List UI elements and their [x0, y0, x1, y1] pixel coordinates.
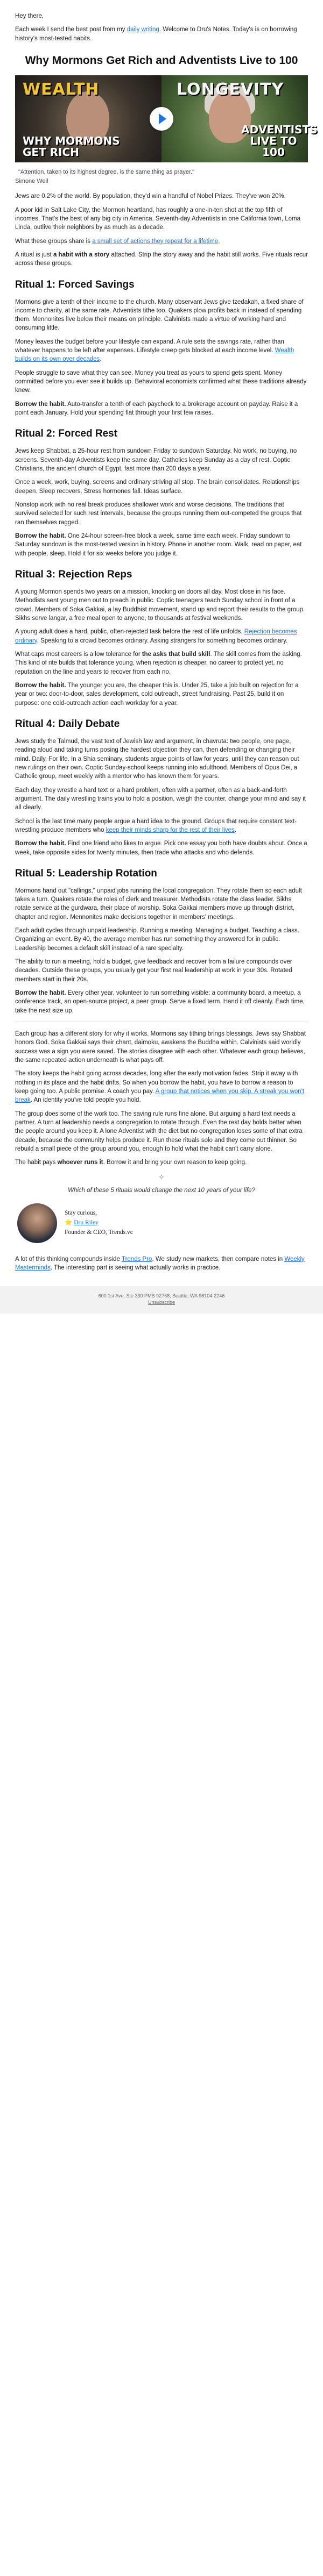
paragraph — [15, 1069, 308, 1104]
section-heading: Ritual 3: Rejection Reps — [15, 569, 132, 581]
thumbnail-caption-right: ADVENTISTS LIVE TO 100 — [241, 123, 318, 159]
rejection-ordinary-link[interactable]: Rejection becomes ordinary — [15, 629, 297, 644]
thumbnail-caption-left: WHY MORMONS GET RICH — [23, 134, 120, 159]
text: attached. Strip the story away and the habit still works. Five rituals recur across these groups. — [15, 251, 308, 267]
habit-label: Borrow the habit. — [15, 533, 66, 540]
text: . Speaking to a crowd becomes ordinary. Asking strangers for something becomes ordinary. — [37, 637, 288, 644]
email-body — [0, 0, 323, 1283]
paragraph: Nonstop work with no real break produces shallower work and worse decisions. The traditions that survived selected for such rest intervals, because the groups running them out-competed the groups that ran themselves ragged. — [15, 502, 302, 526]
closing-question: Which of these 5 rituals would change the next 10 years of your life? — [68, 1187, 255, 1194]
habit-label: Borrow the habit. — [15, 990, 66, 997]
text: . — [234, 826, 237, 833]
text: The story keeps the habit going across decades, long after the early motivation fades. Strip it away with nothing in its place and the habit drifts. So when you borrow the habit, you have to borrow a reason to keep going too. A public promise. A coach you pay. — [15, 1071, 298, 1095]
section-heading: Ritual 1: Forced Savings — [15, 279, 135, 290]
paragraph: People struggle to save what they can see. Money you treat as yours to spend gets spent. Money committed before you ever see it builds up. Behavioral economists confirmed what these traditions already knew. — [15, 369, 307, 394]
paragraph: Each adult cycles through unpaid leadership. Running a meeting. Managing a budget. Teaching a class. Organizing an event. By 40, the average member has run something they answered for in public. Leadership becomes a default skill instead of a rare specialty. — [15, 927, 299, 952]
bold-text: the asks that build skill — [142, 651, 210, 658]
text: The habit pays — [15, 1159, 58, 1166]
text: A lot of this thinking compounds inside — [15, 1255, 122, 1262]
epigraph — [15, 168, 308, 185]
weekly-masterminds-link[interactable]: Weekly Masterminds — [15, 1255, 305, 1272]
habit-text: One 24-hour screen-free block a week, same time each week. Friday sundown to Saturday sundown is the most-tested version in history. Phone in another room. Walk, read on paper, eat with people, sleep. Hold it for six weeks before you judge it. — [15, 533, 302, 557]
quote-author: Simone Weil — [15, 177, 48, 184]
habit-text: Every other year, volunteer to run something visible: a community board, a meetup, a conference track, an open-source project, a peer group. Serve a fixed term. Hand it off cleanly. Each time, take the next size up. — [15, 990, 305, 1014]
paragraph: A young Mormon spends two years on a mission, knocking on doors all day. Most close in his face. Methodists sent young men out to preach in public. Coptic teenagers teach Sunday school in front of a crowd. Members of Soka Gakkai, a lay Buddhist movement, stand up and report their results to the group. Sikhs serve langar, a free meal open to anyone, to thousands at festival weekends. — [15, 588, 305, 622]
intro-text: Each week I send the best post from my — [15, 26, 127, 33]
paragraph: Jews study the Talmud, the vast text of Jewish law and argument, in chavruta: two people, one page, reading aloud and taking turns posing the hardest objection they can, then defending or changing their mind. Daily. For life. In a Shia seminary, students argue points of law for years, until they can reason out new rulings on their own. Coptic Sunday-school keeps running into adulthood. Members of Opus Dei, a Catholic group, meet weekly with a mentor who has known them for years. — [15, 738, 299, 780]
section-heading: Ritual 2: Forced Rest — [15, 428, 118, 440]
habit-paragraph — [15, 681, 308, 708]
star-icon: ⭐ — [65, 1219, 74, 1226]
text: . The skill comes from the asking. This kind of rite builds that tolerance young, when rejection is cheaper, no career to protect yet, no reputation on the line and years to recover from each no. — [15, 651, 302, 675]
ps-paragraph — [15, 1255, 308, 1273]
paragraph — [15, 817, 308, 835]
unsubscribe-link[interactable]: Unsubscribe — [148, 1300, 175, 1305]
avatar — [17, 1203, 57, 1243]
text: School is the last time many people argue a hard idea to the ground. Groups that require constant text-wrestling produce members who — [15, 818, 297, 833]
habit-paragraph — [15, 400, 308, 418]
minds-sharp-link[interactable]: keep their minds sharp for the rest of their lives — [106, 826, 235, 833]
text: . — [218, 238, 220, 245]
bold-text: whoever runs it — [57, 1159, 103, 1166]
author-role: Founder & CEO, Trends.vc — [65, 1229, 133, 1236]
paragraph — [15, 251, 308, 268]
text: What caps most careers is a low tolerance for — [15, 651, 142, 658]
email-footer — [0, 1286, 323, 1314]
footer-address: 600 1st Ave, Ste 330 PMB 92768, Seattle, WA 98104-2246 — [98, 1293, 225, 1298]
habit-label: Borrow the habit. — [15, 401, 66, 408]
paragraph: Once a week, work, buying, screens and ordinary striving all stop. The brain consolidates. Relationships deepen. Sleep recovers. Stress hormones fall. Ideas surface. — [15, 479, 300, 495]
paragraph: Jews keep Shabbat, a 25-hour rest from sundown Friday to sundown Saturday. No work, no buying, no screens. Seventh-day Adventists keep the same day. Catholics keep Sunday as a day of rest. Coptic Christians, the ancient church of Egypt, fast more than 200 days a year. — [15, 448, 297, 473]
text: . — [100, 356, 102, 363]
paragraph: The ability to run a meeting, hold a budget, give feedback and recover from a failure compounds over decades. Outside these groups, you usually get your first real leadership at work in your 30s. Rotated members start in their 20s. — [15, 959, 292, 983]
text: What these groups share is — [15, 238, 93, 245]
habit-text: Find one friend who likes to argue. Pick one essay you both have doubts about. Once a week, take opposite sides for twenty minutes, then trade who attacks and who defends. — [15, 840, 307, 856]
longevity-banner: LONGEVITY — [177, 80, 284, 99]
daily-writing-link[interactable]: daily writing — [127, 26, 159, 33]
text: . Borrow it and bring your own reason to keep going. — [103, 1159, 247, 1166]
paragraph: Jews are 0.2% of the world. By population, they'd win a handful of Nobel Prizes. They've won 20%. — [15, 193, 286, 200]
section-heading: Ritual 4: Daily Debate — [15, 718, 120, 730]
article-title: Why Mormons Get Rich and Adventists Live to 100 — [25, 54, 298, 67]
quote-text: "Attention, taken to its highest degree, is the same thing as prayer." — [18, 169, 194, 176]
paragraph: Mormons hand out "callings," unpaid jobs running the local congregation. They rotate them so each adult takes a turn. Quakers rotate the roles of clerk and treasurer. Methodists rotate the class leader. Sikhs rotate service at the gurdwara, their place of worship. Soka Gakkai members move up through district, chapter and region. Mennonites make decisions together in members' meetings. — [15, 887, 302, 920]
paragraph — [15, 338, 308, 364]
small-set-of-actions-link[interactable]: a small set of actions they repeat for a lifetime — [92, 238, 219, 245]
paragraph: The group does some of the work too. The saving rule runs fine alone. But arguing a hard text needs a partner. A turn at leadership needs a congregation to rotate through. Even the rest day holds better when the people around you keep it. A lone Adventist with the diet but no congregation loses some of that extra decade, because the community helps produce it. Run these rituals solo and they come out thinner. So rebuild a small piece of the group around you, enough to hold what the habit can't carry alone. — [15, 1110, 303, 1152]
greeting: Hey there, — [15, 13, 44, 19]
paragraph — [15, 237, 308, 246]
play-icon[interactable] — [150, 107, 173, 131]
signature-block — [17, 1203, 308, 1243]
paragraph: Each day, they wrestle a hard text or a hard problem, often with a partner, often as a back-and-forth argument. The daily wrestling trains you to hold a position, weigh the counter, change your mind and say it all clearly. — [15, 787, 306, 811]
wealth-builds-link[interactable]: Wealth builds on its own over decades — [15, 347, 294, 363]
habit-paragraph — [15, 989, 308, 1015]
paragraph: Each group has a different story for why it works. Mormons say tithing brings blessings. Jews say Shabbat honors God. Soka Gakkai says their chant, daimoku, awakens the Buddha within. Calvinists said worldly success was a sign you were saved. The stories disagree with each other. Whatever each group believes, the same repeated action underneath is what pays off. — [15, 1031, 306, 1064]
text: . We study new markets, then compare notes in — [152, 1255, 285, 1262]
text: . The interesting part is seeing what actually works in practice. — [50, 1265, 221, 1272]
paragraph: Mormons give a tenth of their income to the church. Many observant Jews give tzedakah, a fixed share of income to charity, at the same rate. Adventists tithe too. Quakers plow profits back in instead of spending them. Mennonites live below their means on principle. Calvinists made a virtue of working hard and consuming little. — [15, 298, 304, 332]
section-heading: Ritual 5: Leadership Rotation — [15, 867, 157, 879]
video-thumbnail[interactable] — [15, 75, 318, 162]
text: . An identity you've told people you hold. — [30, 1097, 141, 1104]
text: Money leaves the budget before your lifestyle can expand. A rule sets the savings rate, rather than whatever happens to be left after expenses. Lifestyle creep gets blocked at each income level. — [15, 338, 284, 354]
signoff: Stay curious, — [65, 1210, 97, 1217]
bold-text: a habit with a story — [53, 251, 110, 258]
habit-label: Borrow the habit. — [15, 682, 66, 689]
paragraph — [15, 627, 308, 645]
habit-label: Borrow the habit. — [15, 840, 66, 847]
signature-name-row — [65, 1218, 133, 1228]
wealth-banner: WEALTH — [23, 80, 100, 99]
text: A ritual is just — [15, 251, 53, 258]
habit-paragraph — [15, 532, 308, 558]
habit-text: The younger you are, the cheaper this is. Under 25, take a job built on rejection for a year or two: door-to-door, sales development, cold outreach, street fundraising. Past 25, build it on purpose: one cold-outreach action each workday for a year. — [15, 682, 299, 707]
trends-pro-link[interactable]: Trends Pro — [121, 1255, 152, 1262]
group-notices-link[interactable]: A group that notices when you skip. A streak you won't break — [15, 1088, 305, 1104]
sparkle-icon: ✧ — [158, 1172, 165, 1181]
paragraph: A poor kid in Salt Lake City, the Mormon heartland, has roughly a one-in-ten shot at the top fifth of incomes. That's the best of any big city in America. Seventh-day Adventists in one California town, Loma Linda, outlive their neighbors by as much as a decade. — [15, 206, 300, 231]
intro-paragraph — [15, 25, 308, 43]
intro-text-end: . Welcome to Dru's Notes. Today's is on borrowing history's most-tested habits. — [15, 26, 297, 42]
signature-text — [65, 1209, 133, 1237]
text: A young adult does a hard, public, often-rejected task before the rest of life unfolds. — [15, 629, 244, 636]
habit-paragraph — [15, 839, 308, 857]
paragraph — [15, 650, 308, 676]
paragraph — [15, 1158, 308, 1167]
author-name-link[interactable]: Dru Riley — [74, 1219, 99, 1226]
habit-text: Auto-transfer a tenth of each paycheck to a brokerage account on payday. Raise it a point each January. Hold your spending flat through your first few raises. — [15, 401, 298, 417]
